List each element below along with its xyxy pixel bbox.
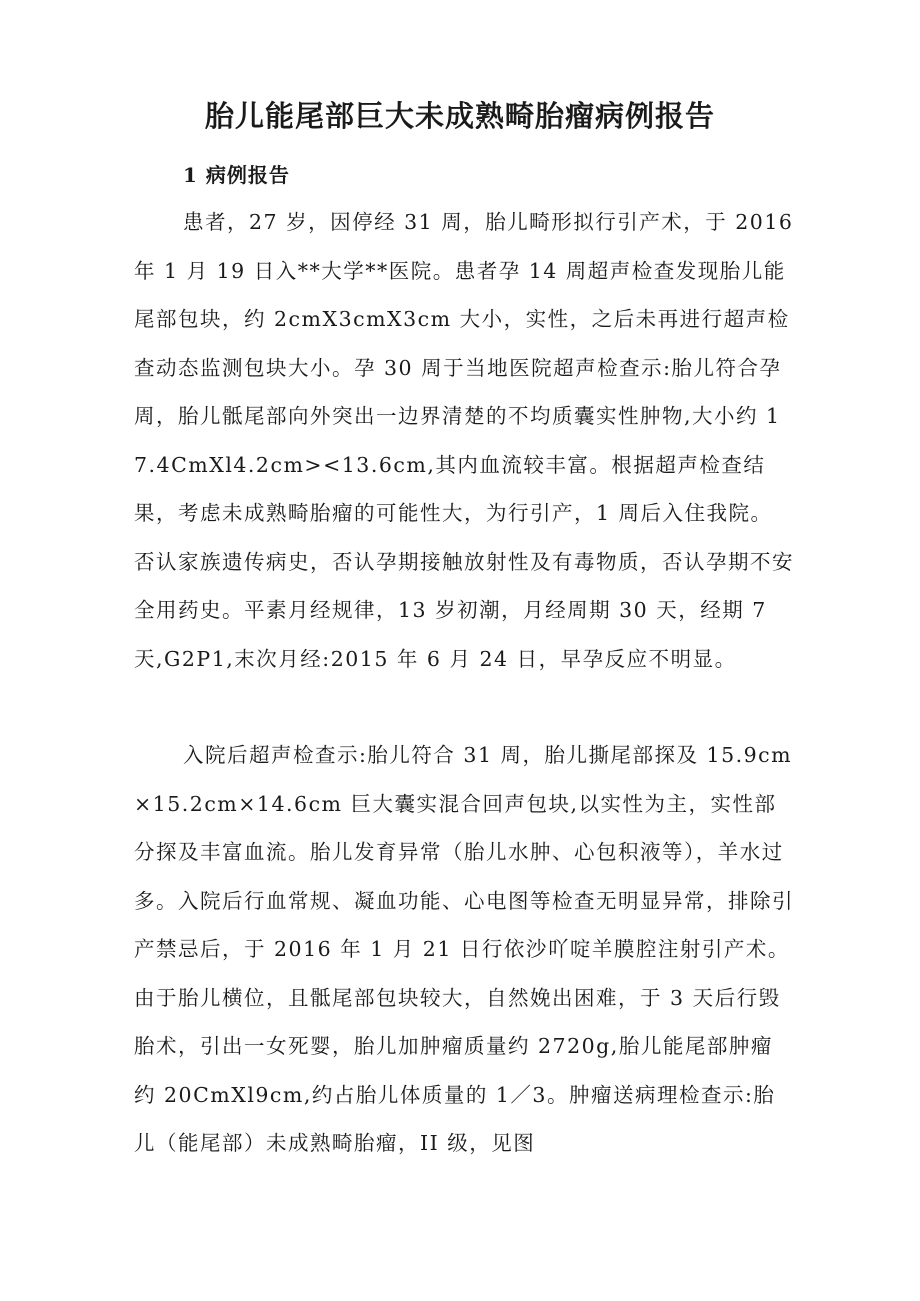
paragraph-admission-findings: 入院后超声检查示:胎儿符合 31 周，胎儿撕尾部探及 15.9cm×15.2cm×14.6cm 巨大囊实混合回声包块,以实性为主，实性部分探及丰富血流。胎儿发育异常（胎儿水肿、心包积液等），羊水过多。入院后行血常规、凝血功能、心电图等检查无明显异常，排除引产禁忌后，于 2016 年 1 月 21 日行依沙吖啶羊膜腔注射引产术。由于胎儿横位，且骶尾部包块较大，自然娩出困难，于 3 天后行毁胎术，引出一女死婴，胎儿加肿瘤质量约 2720g,胎儿能尾部肿瘤约 20CmXl9cm,约占胎儿体质量的 1／3。肿瘤送病理检查示:胎儿（能尾部）未成熟畸胎瘤，II 级，见图 <box>134 743 794 1155</box>
section-heading: 1 病例报告 <box>183 163 290 187</box>
paragraph-case-history: 患者，27 岁，因停经 31 周，胎儿畸形拟行引产术，于 2016 年 1 月 19 日入**大学**医院。患者孕 14 周超声检查发现胎儿能尾部包块，约 2cmX3cmX3cm 大小，实性，之后未再进行超声检查动态监测包块大小。孕 30 周于当地医院超声检查示:胎儿符合孕周，胎儿骶尾部向外突出一边界清楚的不均质囊实性肿物,大小约 17.4CmXl4.2cm><13.6cm,其内血流较丰富。根据超声检查结果，考虑未成熟畸胎瘤的可能性大，为行引产，1 周后入住我院。否认家族遗传病史，否认孕期接触放射性及有毒物质，否认孕期不安全用药史。平素月经规律，13 岁初潮，月经周期 30 天，经期 7 天,G2P1,末次月经:2015 年 6 月 24 日，早孕反应不明显。 <box>134 210 794 671</box>
document-title: 胎儿能尾部巨大未成熟畸胎瘤病例报告 <box>204 99 715 133</box>
